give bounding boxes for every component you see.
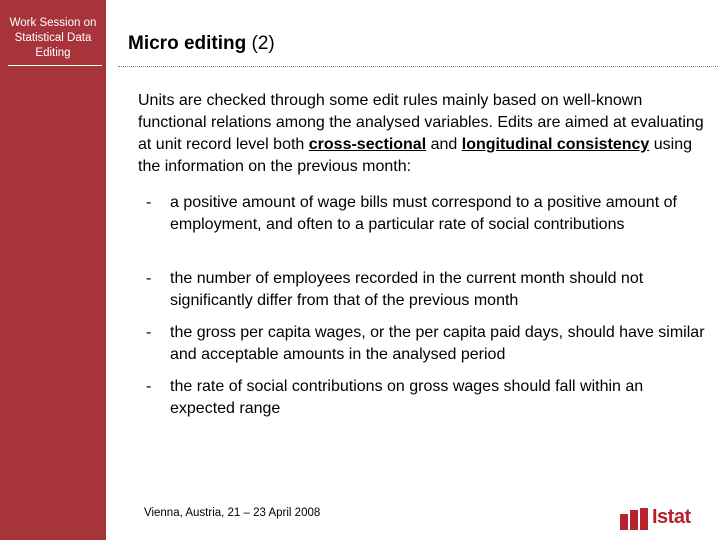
sidebar-title-line: Work Session on — [9, 17, 97, 29]
bullet-text: the gross per capita wages, or the per capita paid days, should have similar and acceptable amounts in the analysed period — [170, 324, 705, 363]
sidebar-title — [0, 16, 106, 61]
page-title-suffix: (2) — [251, 33, 275, 54]
bullet-marker: - — [146, 378, 152, 395]
intro-text-2: and — [426, 136, 462, 153]
bullet-marker: - — [146, 324, 152, 341]
footer-location-date: Vienna, Austria, 21 – 23 April 2008 — [144, 507, 321, 519]
bullet-marker: - — [146, 270, 152, 287]
sidebar — [0, 0, 106, 540]
intro-text-3: using the information on the previous month: — [138, 136, 693, 175]
page-title — [128, 33, 275, 55]
bullet-marker: - — [146, 194, 152, 211]
istat-logo-text: Istat — [652, 506, 691, 528]
bullet-text: the rate of social contributions on gross wages should fall within an expected range — [170, 378, 644, 417]
title-divider — [118, 66, 718, 67]
page-title-text: Micro editing — [128, 33, 247, 54]
bullet-text: a positive amount of wage bills must correspond to a positive amount of employment, and often to a particular rate of social contributions — [170, 194, 677, 233]
intro-paragraph — [138, 90, 710, 178]
intro-emphasis-longitudinal: longitudinal consistency — [461, 136, 650, 153]
sidebar-title-line: Statistical Data — [14, 32, 92, 44]
sidebar-title-line: Editing — [35, 47, 71, 59]
sidebar-divider — [8, 65, 102, 66]
intro-text-1: Units are checked through some edit rules mainly based on well-known functional relations among the analysed variables. Edits are aimed at evaluating at unit record level both — [138, 92, 704, 153]
istat-logo-icon — [620, 508, 650, 530]
intro-emphasis-cross-sectional: cross-sectional — [308, 136, 427, 153]
bullet-text: the number of employees recorded in the current month should not significantly differ from that of the previous month — [170, 270, 644, 309]
